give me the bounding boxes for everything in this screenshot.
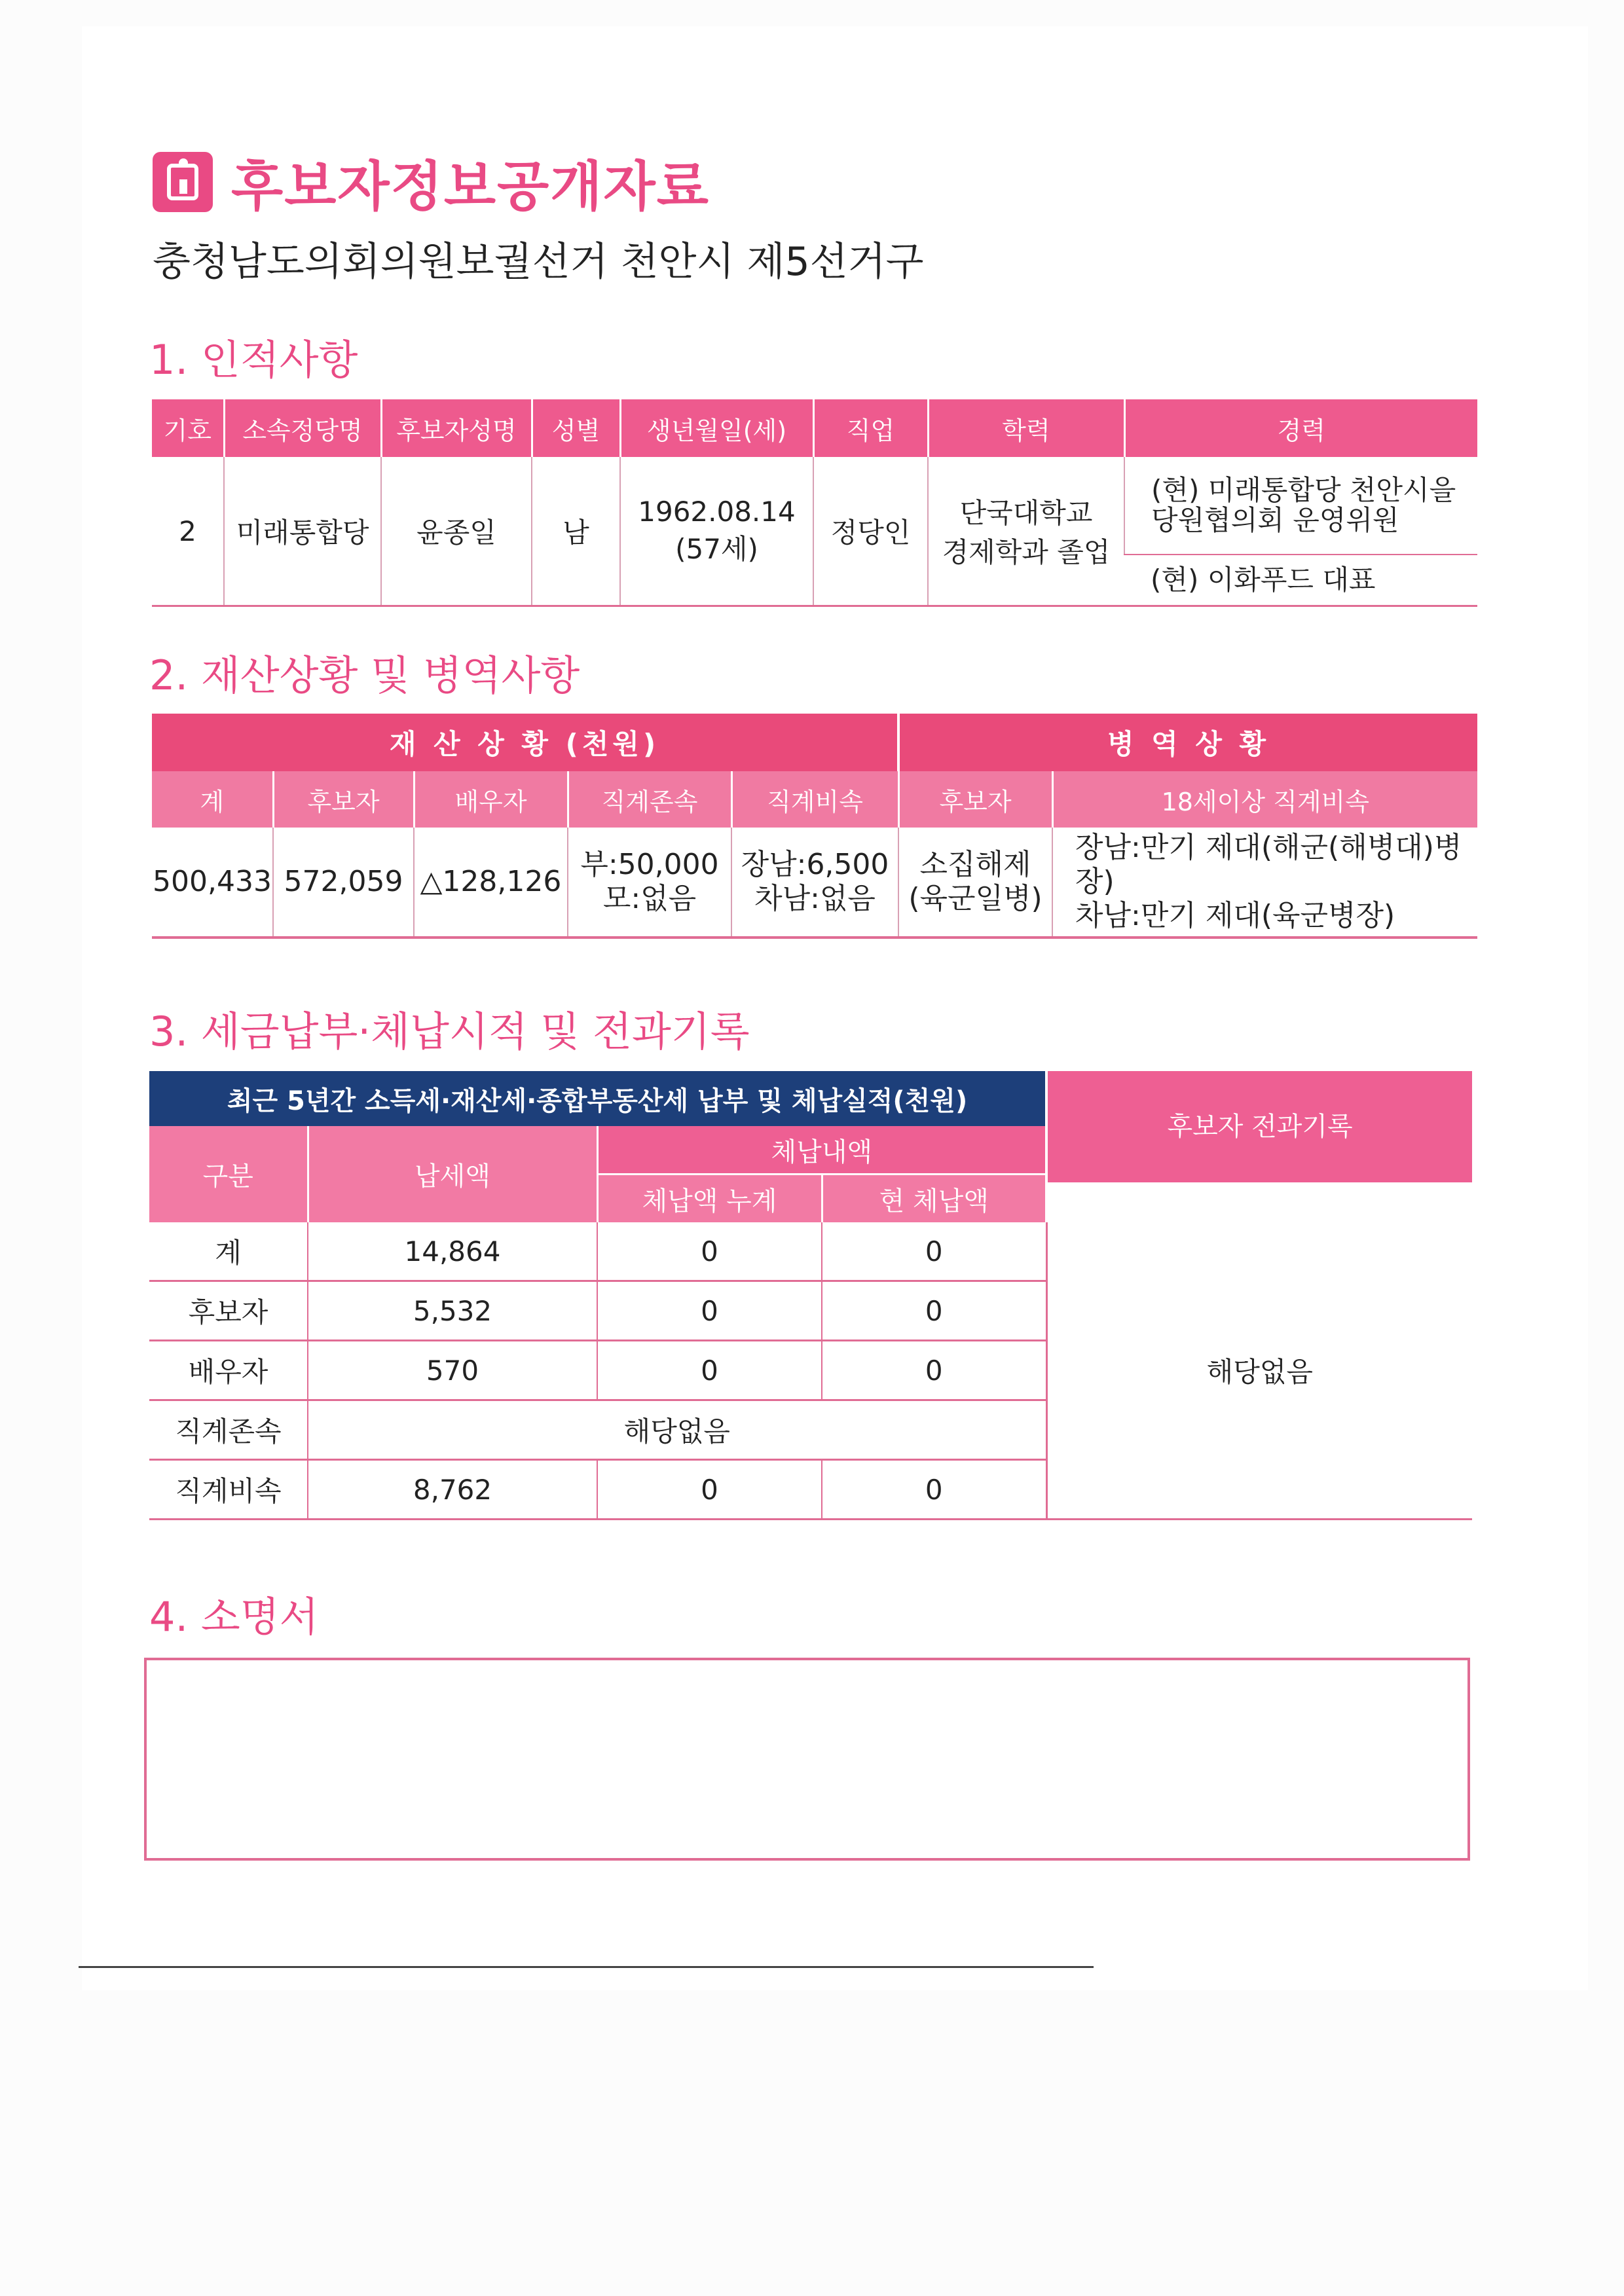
record-header: 후보자 전과기록 [1048,1071,1472,1182]
row-arrears-total: 0 [597,1341,822,1400]
row-paid: 570 [308,1341,597,1400]
property-descendant [731,828,898,938]
col-header-gender: 성별 [532,399,620,457]
row-arrears-current: 0 [822,1341,1046,1400]
row-paid: 14,864 [308,1222,597,1281]
document-header [153,149,710,218]
row-paid: 8,762 [308,1460,597,1520]
military-rank: (육군일병) [908,882,1043,915]
row-label: 계 [149,1222,308,1281]
col-header-arrears-total: 체납액 누계 [597,1175,822,1223]
military-son1: 장남:만기 제대(해군(해병대)병장) [1075,831,1462,898]
property-spouse: △128,126 [414,828,568,938]
col-header-career: 경력 [1124,399,1477,457]
military-descendant [1052,828,1477,938]
section1-title: 1. 인적사항 [149,336,358,384]
col-header-job: 직업 [813,399,928,457]
col-header-mil-descendant: 18세이상 직계비속 [1052,771,1477,828]
section3-title: 3. 세금납부·체납시적 및 전과기록 [149,1008,750,1055]
candidate-birth [620,457,813,606]
table-header-row [149,1071,1472,1126]
career-line: 당원협의회 운영위원 [1151,504,1399,536]
col-header-birth: 생년월일(세) [620,399,813,457]
candidate-number: 2 [152,457,224,606]
career-item-2: (현) 이화푸드 대표 [1124,555,1477,606]
property-group-header: 재 산 상 황 (천원) [152,714,898,771]
row-paid: 5,532 [308,1281,597,1341]
table-header-row [152,771,1477,828]
education-major: 경제학과 졸업 [942,536,1111,568]
col-header-spouse: 배우자 [414,771,568,828]
row-arrears-current: 0 [822,1460,1046,1520]
row-merged-value: 해당없음 [308,1400,1046,1460]
military-status: 소집해제 [919,848,1031,881]
col-header-mil-candidate: 후보자 [898,771,1052,828]
descendant-son2: 차남:없음 [754,882,876,915]
row-label: 직계비속 [149,1460,308,1520]
table-row [152,828,1477,938]
birth-date: 1962.08.14 [638,495,796,528]
property-candidate: 572,059 [273,828,414,938]
table-header-row [152,399,1477,457]
col-header-number: 기호 [152,399,224,457]
statement-box [144,1658,1470,1861]
col-header-candidate: 후보자 [273,771,414,828]
military-group-header: 병 역 상 황 [898,714,1477,771]
tax-record-table [149,1071,1472,1520]
info-icon [153,152,213,212]
record-header-cell [1046,1071,1472,1222]
col-header-ascendant: 직계존속 [568,771,731,828]
property-ascendant [568,828,731,938]
row-arrears-total: 0 [597,1281,822,1341]
page-bottom-rule [79,1966,1094,1968]
property-military-table [152,714,1477,939]
col-header-arrears: 체납내액 [597,1126,1046,1175]
education-school: 단국대학교 [959,497,1093,529]
candidate-name: 윤종일 [381,457,532,606]
table-group-header-row [152,714,1477,771]
col-header-descendant: 직계비속 [731,771,898,828]
col-header-total: 계 [152,771,273,828]
candidate-party: 미래통합당 [224,457,381,606]
col-header-name: 후보자성명 [381,399,532,457]
candidate-gender: 남 [532,457,620,606]
table-row [149,1222,1472,1281]
career-line: (현) 미래통합당 천안시을 [1151,474,1456,506]
col-header-education: 학력 [928,399,1124,457]
birth-age: (57세) [675,532,758,565]
ascendant-father: 부:50,000 [580,848,719,881]
row-arrears-total: 0 [597,1222,822,1281]
ascendant-mother: 모:없음 [602,882,697,915]
military-candidate [898,828,1052,938]
personal-info-table [152,399,1477,607]
col-header-party: 소속정당명 [224,399,381,457]
election-subtitle: 충청남도의회의원보궐선거 천안시 제5선거구 [153,239,924,285]
table-row [152,457,1477,555]
row-label: 배우자 [149,1341,308,1400]
page-title: 후보자정보공개자료 [231,155,710,218]
tax-header: 최근 5년간 소득세·재산세·종합부동산세 납부 및 체납실적(천원) [149,1071,1046,1126]
property-total: 500,433 [152,828,273,938]
criminal-record-value: 해당없음 [1046,1222,1472,1520]
col-header-paid: 납세액 [308,1126,597,1222]
col-header-arrears-current: 현 체납액 [822,1175,1046,1223]
candidate-job: 정당인 [813,457,928,606]
candidate-education [928,457,1124,606]
col-header-category: 구분 [149,1126,308,1222]
row-arrears-total: 0 [597,1460,822,1520]
section4-title: 4. 소명서 [149,1593,319,1641]
row-label: 직계존속 [149,1400,308,1460]
military-son2: 차남:만기 제대(육군병장) [1075,899,1395,932]
row-label: 후보자 [149,1281,308,1341]
row-arrears-current: 0 [822,1281,1046,1341]
descendant-son1: 장남:6,500 [741,848,889,881]
career-item-1 [1124,457,1477,555]
section2-title: 2. 재산상황 및 병역사항 [149,651,580,699]
row-arrears-current: 0 [822,1222,1046,1281]
